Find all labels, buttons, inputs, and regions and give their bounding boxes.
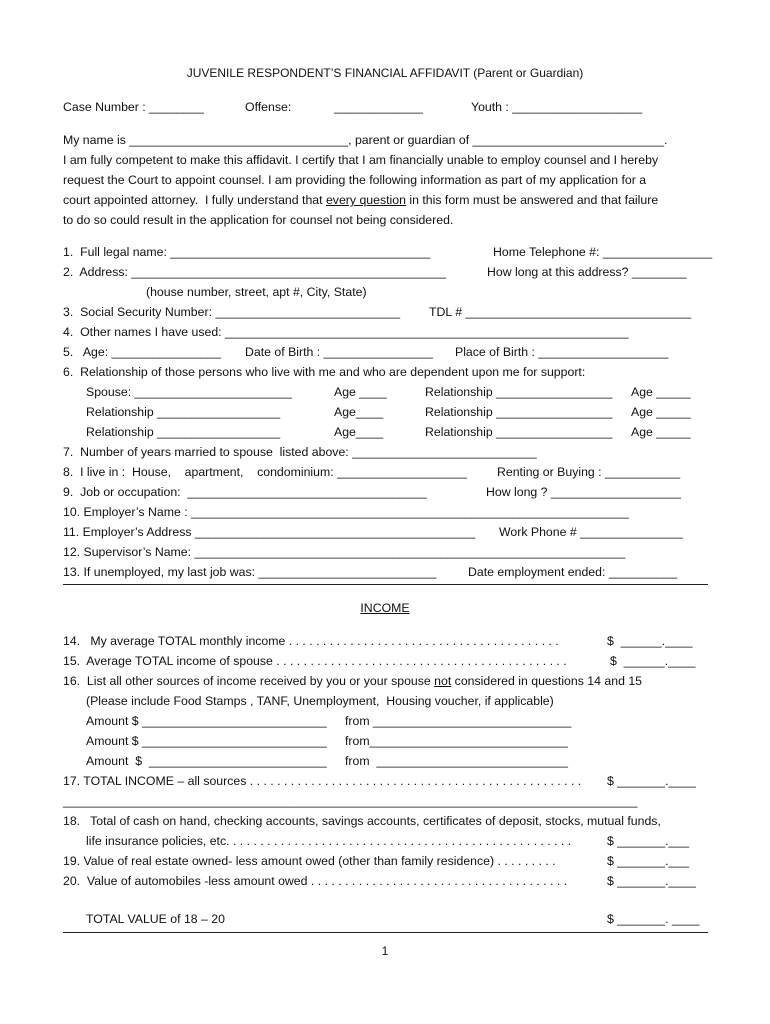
- home-telephone-field[interactable]: Home Telephone #: ________________: [493, 245, 713, 259]
- dependent-relationship-field[interactable]: Relationship __________________: [86, 425, 281, 439]
- other-income-source-field[interactable]: from_____________________________: [345, 734, 568, 748]
- intro-name-line[interactable]: My name is ________________________________, parent or guardian of ____________________________.: [63, 133, 668, 147]
- form-title: JUVENILE RESPONDENT’S FINANCIAL AFFIDAVIT (Parent or Guardian): [186, 66, 584, 80]
- other-income-hint: (Please include Food Stamps , TANF, Unemployment, Housing voucher, if applicable): [86, 694, 554, 708]
- underscore-separator: ____________________________________________________________________________________: [63, 794, 638, 808]
- last-job-field[interactable]: 13. If unemployed, my last job was: __________________________: [63, 565, 437, 579]
- intro-line-3: request the Court to appoint counsel. I am providing the following information as part of my application for a: [63, 173, 647, 187]
- other-income-source-field[interactable]: from _____________________________: [345, 714, 572, 728]
- intro-line-4-start: court appointed attorney. I fully understand that: [63, 193, 326, 207]
- monthly-income-amount[interactable]: $ ______.____: [607, 634, 693, 648]
- monthly-income-label: 14. My average TOTAL monthly income . . . . . . . . . . . . . . . . . . . . . . . . . . . . . . . . . . . . . . . .: [63, 634, 559, 648]
- employer-name-field[interactable]: 10. Employer’s Name : ________________________________________________________________: [63, 505, 629, 519]
- dependent-relationship-field[interactable]: Relationship _________________: [425, 425, 613, 439]
- cash-assets-label-cont: life insurance policies, etc. . . . . . . . . . . . . . . . . . . . . . . . . . . . . . . . . . . . . . . . . . . . . . . . . . .: [86, 834, 572, 848]
- offense-field[interactable]: _____________: [334, 100, 423, 114]
- employment-ended-field[interactable]: Date employment ended: __________: [468, 565, 678, 579]
- every-question-emphasis: every question: [325, 193, 406, 207]
- dependent-age-field[interactable]: Age _____: [631, 385, 691, 399]
- automobiles-label: 20. Value of automobiles -less amount owed . . . . . . . . . . . . . . . . . . . . . . . . . . . . . . . . . . . . . .: [63, 874, 568, 888]
- dependent-age-field[interactable]: Age ____: [334, 385, 387, 399]
- dependent-relationship-field[interactable]: Spouse: _______________________: [86, 385, 292, 399]
- dependent-age-field[interactable]: Age _____: [631, 425, 691, 439]
- cash-assets-amount[interactable]: $ _______.___: [607, 834, 690, 848]
- income-heading: INCOME: [360, 601, 410, 615]
- address-hint: (house number, street, apt #, City, State): [146, 285, 367, 299]
- employer-address-field[interactable]: 11. Employer’s Address _________________________________________: [63, 525, 476, 539]
- intro-line-2: I am fully competent to make this affidavit. I certify that I am financially unable to employ counsel and I hereby: [63, 153, 659, 167]
- real-estate-label: 19. Value of real estate owned- less amount owed (other than family residence) . . . . . . . . .: [63, 854, 556, 868]
- dependent-age-field[interactable]: Age____: [334, 425, 384, 439]
- bottom-divider: [63, 932, 708, 933]
- offense-label: Offense:: [245, 100, 292, 114]
- real-estate-amount[interactable]: $ _______.___: [607, 854, 690, 868]
- spouse-income-amount[interactable]: $ ______.____: [610, 654, 696, 668]
- date-of-birth-field[interactable]: Date of Birth : ________________: [245, 345, 434, 359]
- other-income-question-start: 16. List all other sources of income received by you or your spouse: [63, 674, 435, 688]
- job-duration-field[interactable]: How long ? ___________________: [486, 485, 681, 499]
- automobiles-amount[interactable]: $ _______.____: [607, 874, 696, 888]
- total-value-amount[interactable]: $ _______. ____: [607, 912, 700, 926]
- dependent-relationship-field[interactable]: Relationship __________________: [86, 405, 281, 419]
- youth-field[interactable]: Youth : ___________________: [471, 100, 643, 114]
- cash-assets-label: 18. Total of cash on hand, checking accounts, savings accounts, certificates of deposit, stocks, mutual funds,: [63, 814, 661, 828]
- supervisor-name-field[interactable]: 12. Supervisor’s Name: _______________________________________________________________: [63, 545, 626, 559]
- intro-line-5: to do so could result in the application for counsel not being considered.: [63, 213, 454, 227]
- dependent-relationship-field[interactable]: Relationship _________________: [425, 405, 613, 419]
- address-duration-field[interactable]: How long at this address? ________: [487, 265, 687, 279]
- other-income-source-field[interactable]: from ____________________________: [345, 754, 568, 768]
- case-number-field[interactable]: Case Number : ________: [63, 100, 204, 114]
- other-names-field[interactable]: 4. Other names I have used: ___________________________________________________________: [63, 325, 629, 339]
- total-income-label: 17. TOTAL INCOME – all sources . . . . . . . . . . . . . . . . . . . . . . . . . . . . . . . . . . . . . . . . . . . . . . . . .: [63, 774, 582, 788]
- full-legal-name-field[interactable]: 1. Full legal name: ______________________________________: [63, 245, 431, 259]
- occupation-field[interactable]: 9. Job or occupation: ___________________________________: [63, 485, 427, 499]
- other-income-amount-field[interactable]: Amount $ ___________________________: [86, 734, 327, 748]
- page-number: 1: [381, 944, 389, 958]
- dependent-relationship-field[interactable]: Relationship _________________: [425, 385, 613, 399]
- dependents-question: 6. Relationship of those persons who live with me and who are dependent upon me for support:: [63, 365, 586, 379]
- renting-or-buying-field[interactable]: Renting or Buying : ___________: [497, 465, 681, 479]
- intro-line-4: [63, 193, 658, 208]
- place-of-birth-field[interactable]: Place of Birth : ___________________: [455, 345, 669, 359]
- years-married-field[interactable]: 7. Number of years married to spouse listed above: ___________________________: [63, 445, 537, 459]
- spouse-income-label: 15. Average TOTAL income of spouse . . . . . . . . . . . . . . . . . . . . . . . . . . . . . . . . . . . . . . . . . . .: [63, 654, 567, 668]
- dependent-age-field[interactable]: Age _____: [631, 405, 691, 419]
- address-field[interactable]: 2. Address: ______________________________________________: [63, 265, 446, 279]
- other-income-question-end: considered in questions 14 and 15: [451, 674, 643, 688]
- residence-type-field[interactable]: 8. I live in : House, apartment, condominium: ___________________: [63, 465, 468, 479]
- ssn-field[interactable]: 3. Social Security Number: ___________________________: [63, 305, 401, 319]
- age-field[interactable]: 5. Age: ________________: [63, 345, 221, 359]
- other-income-amount-field[interactable]: Amount $ __________________________: [86, 754, 327, 768]
- other-income-amount-field[interactable]: Amount $ ___________________________: [86, 714, 327, 728]
- total-value-label: TOTAL VALUE of 18 – 20: [86, 912, 225, 926]
- work-phone-field[interactable]: Work Phone # _______________: [499, 525, 683, 539]
- total-income-amount[interactable]: $ _______.____: [607, 774, 696, 788]
- not-emphasis: not: [434, 674, 452, 688]
- other-income-question: [63, 674, 642, 689]
- intro-line-4-end: in this form must be answered and that failure: [405, 193, 659, 207]
- dependent-age-field[interactable]: Age____: [334, 405, 384, 419]
- section-divider: [63, 584, 708, 585]
- tdl-field[interactable]: TDL # _________________________________: [429, 305, 692, 319]
